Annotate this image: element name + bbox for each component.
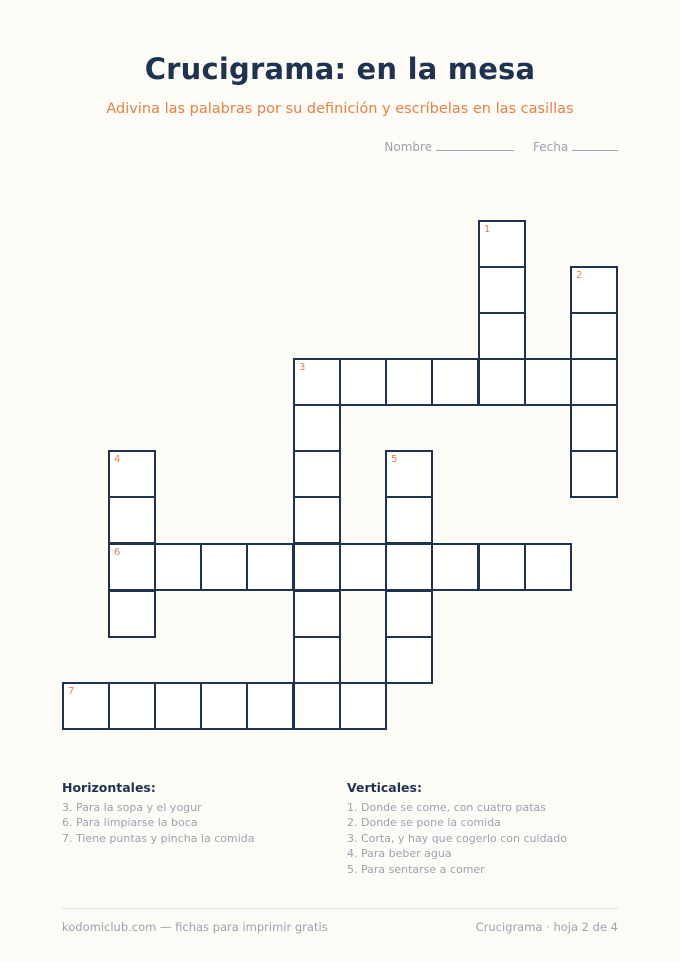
clue-number: 6	[114, 547, 121, 558]
crossword-cell[interactable]	[478, 266, 526, 314]
crossword-cell[interactable]	[108, 450, 156, 498]
clue-number: 4	[114, 454, 121, 465]
page-subtitle: Adivina las palabras por su definición y escríbelas en las casillas	[106, 101, 574, 117]
crossword-cell[interactable]	[478, 312, 526, 360]
crossword-cell[interactable]	[478, 220, 526, 268]
down-clue: 5. Para sentarse a comer	[347, 863, 485, 876]
footer-site-credit: kodomiclub.com — fichas para imprimir gratis	[62, 920, 328, 934]
crossword-cell[interactable]	[108, 543, 156, 591]
crossword-cell[interactable]	[293, 496, 341, 544]
crossword-cell[interactable]	[339, 682, 387, 730]
clue-number: 1	[484, 224, 491, 235]
crossword-cell[interactable]	[108, 496, 156, 544]
crossword-cell[interactable]	[385, 450, 433, 498]
crossword-cell[interactable]	[200, 543, 248, 591]
crossword-cell[interactable]	[524, 358, 572, 406]
page-title: Crucigrama: en la mesa	[144, 52, 536, 86]
down-clue: 4. Para beber agua	[347, 847, 452, 860]
down-clue: 1. Donde se come, con cuatro patas	[347, 801, 546, 814]
crossword-cell[interactable]	[478, 358, 526, 406]
clue-number: 3	[299, 362, 306, 373]
crossword-cell[interactable]	[246, 682, 294, 730]
name-label: Nombre	[384, 140, 433, 154]
crossword-cell[interactable]	[293, 636, 341, 684]
crossword-cell[interactable]	[200, 682, 248, 730]
down-clues-title: Verticales:	[347, 780, 422, 795]
crossword-cell[interactable]	[570, 358, 618, 406]
crossword-cell[interactable]	[62, 682, 110, 730]
across-clue: 7. Tiene puntas y pincha la comida	[62, 832, 255, 845]
crossword-cell[interactable]	[293, 404, 341, 452]
clue-number: 2	[576, 270, 583, 281]
crossword-cell[interactable]	[570, 450, 618, 498]
across-clue: 6. Para limpiarse la boca	[62, 816, 198, 829]
clue-number: 5	[391, 454, 398, 465]
crossword-cell[interactable]	[431, 358, 479, 406]
across-clue: 3. Para la sopa y el yogur	[62, 801, 202, 814]
crossword-cell[interactable]	[293, 358, 341, 406]
crossword-cell[interactable]	[339, 358, 387, 406]
down-clue: 3. Corta, y hay que cogerlo con cuidado	[347, 832, 568, 845]
crossword-cell[interactable]	[385, 496, 433, 544]
crossword-cell[interactable]	[385, 636, 433, 684]
crossword-cell[interactable]	[570, 404, 618, 452]
crossword-cell[interactable]	[570, 266, 618, 314]
crossword-cell[interactable]	[478, 543, 526, 591]
crossword-cell[interactable]	[570, 312, 618, 360]
crossword-cell[interactable]	[385, 543, 433, 591]
crossword-cell[interactable]	[108, 682, 156, 730]
crossword-cell[interactable]	[385, 358, 433, 406]
crossword-cell[interactable]	[154, 682, 202, 730]
across-clues-title: Horizontales:	[62, 780, 156, 795]
clue-number: 7	[68, 686, 75, 697]
crossword-cell[interactable]	[293, 590, 341, 638]
crossword-cell[interactable]	[293, 682, 341, 730]
footer-page-info: Crucigrama · hoja 2 de 4	[475, 920, 618, 934]
footer-divider	[62, 908, 618, 909]
crossword-cell[interactable]	[385, 590, 433, 638]
crossword-cell[interactable]	[431, 543, 479, 591]
crossword-cell[interactable]	[524, 543, 572, 591]
down-clue: 2. Donde se pone la comida	[347, 816, 501, 829]
crossword-cell[interactable]	[293, 450, 341, 498]
crossword-cell[interactable]	[339, 543, 387, 591]
crossword-cell[interactable]	[154, 543, 202, 591]
crossword-cell[interactable]	[108, 590, 156, 638]
date-label: Fecha	[532, 140, 569, 154]
crossword-cell[interactable]	[246, 543, 294, 591]
crossword-cell[interactable]	[293, 543, 341, 591]
